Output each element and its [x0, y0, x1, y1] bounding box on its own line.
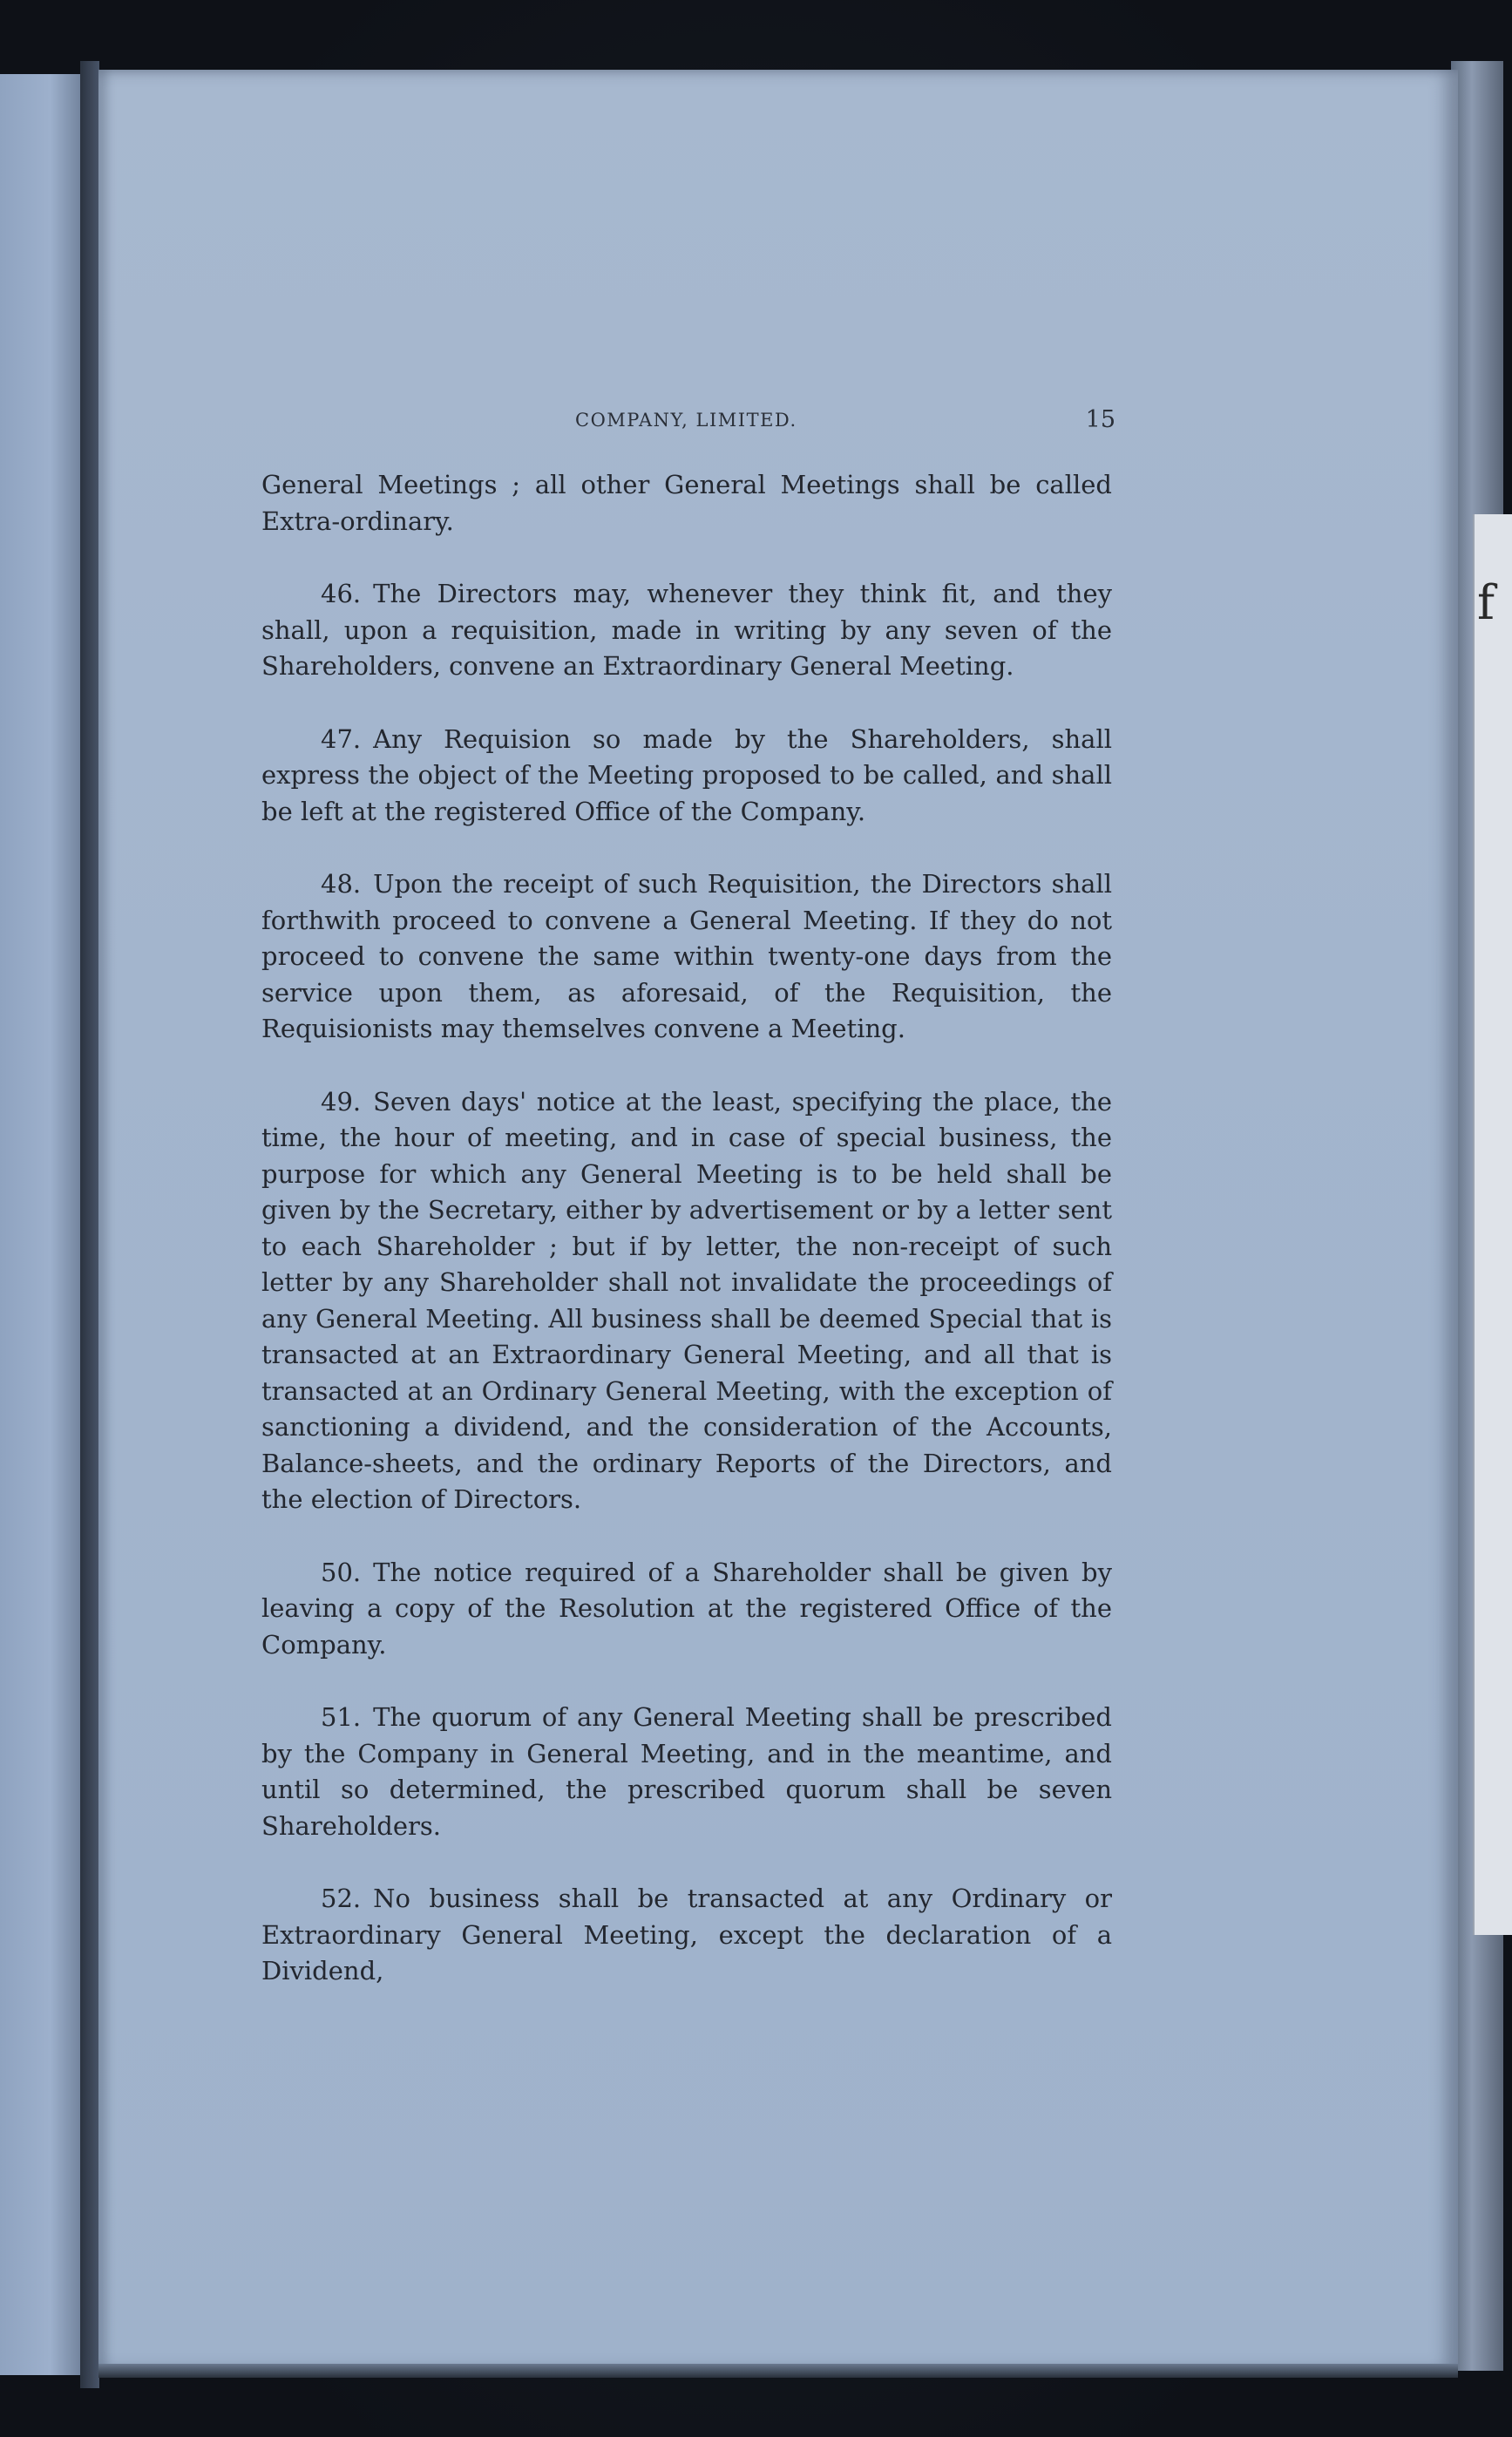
clause-52 — [261, 1881, 1112, 1990]
clause-49 — [261, 1084, 1112, 1518]
slip-handwritten-mark: f — [1477, 575, 1495, 630]
left-page-edge — [0, 74, 87, 2375]
clause-46 — [261, 576, 1112, 685]
clause-number: 52. — [321, 1884, 362, 1913]
clause-number: 47. — [321, 723, 362, 754]
clause-number: 46. — [321, 579, 362, 608]
body-text — [261, 467, 1112, 2026]
clause-47 — [261, 722, 1112, 831]
inserted-slip — [1473, 514, 1512, 1935]
paragraph-continued — [261, 467, 1112, 540]
clause-text: The notice required of a Shareholder shall be given by leaving a copy of the Resolution at the registered Office of the Company. — [261, 1557, 1112, 1660]
clause-text: No business shall be transacted at any Ordinary or Extraordinary General Meeting, except the declaration of a Dividend, — [261, 1884, 1112, 1986]
clause-text: Upon the receipt of such Requisition, the Directors shall forthwith proceed to convene a General Meeting. If they do not proceed to convene the same within twenty-one days from the service upon them, as aforesaid, of the Requisition, the Requisionists may themselves convene a Meeting. — [261, 869, 1112, 1043]
running-head: COMPANY, LIMITED. — [575, 410, 797, 431]
clause-text: The quorum of any General Meeting shall be prescribed by the Company in General Meeting, and in the meantime, and until so determined, the prescribed quorum shall be seven Shareholders. — [261, 1702, 1112, 1841]
clause-text: The Directors may, whenever they think fit, and they shall, upon a requisition, made in writing by any seven of the Shareholders, convene an Extraordinary General Meeting. — [261, 579, 1112, 681]
clause-text: Any Requision so made by the Shareholders, shall express the object of the Meeting proposed to be called, and shall be left at the registered Office of the Company. — [261, 723, 1112, 826]
clause-number: 48. — [321, 869, 362, 899]
clause-number: 50. — [321, 1557, 362, 1587]
clause-number: 51. — [321, 1702, 362, 1732]
book-gutter — [80, 61, 99, 2388]
clause-51 — [261, 1700, 1112, 1844]
page-bottom-edge — [98, 2364, 1458, 2378]
clause-48 — [261, 866, 1112, 1048]
clause-number: 49. — [321, 1086, 362, 1117]
page-number: 15 — [1085, 406, 1115, 433]
clause-50 — [261, 1555, 1112, 1664]
page-header — [575, 406, 1115, 436]
clause-text: Seven days' notice at the least, specifying the place, the time, the hour of meeting, and in case of special business, the purpose for which any General Meeting is to be held shall be given by the Secretary, either by advertisement or by a letter sent to each Shareholder ; but if by letter, the non-receipt of such letter by any Shareholder shall not invalidate the proceedings of any General Meeting. All business shall be deemed Special that is transacted at an Extraordinary General Meeting, and all that is transacted at an Ordinary General Meeting, with the exception of sanctioning a dividend, and the consideration of the Accounts, Balance-sheets, and the ordinary Reports of the Directors, and the election of Directors. — [261, 1086, 1112, 1514]
paragraph-text: General Meetings ; all other General Meetings shall be called Extra-ordinary. — [261, 470, 1112, 536]
